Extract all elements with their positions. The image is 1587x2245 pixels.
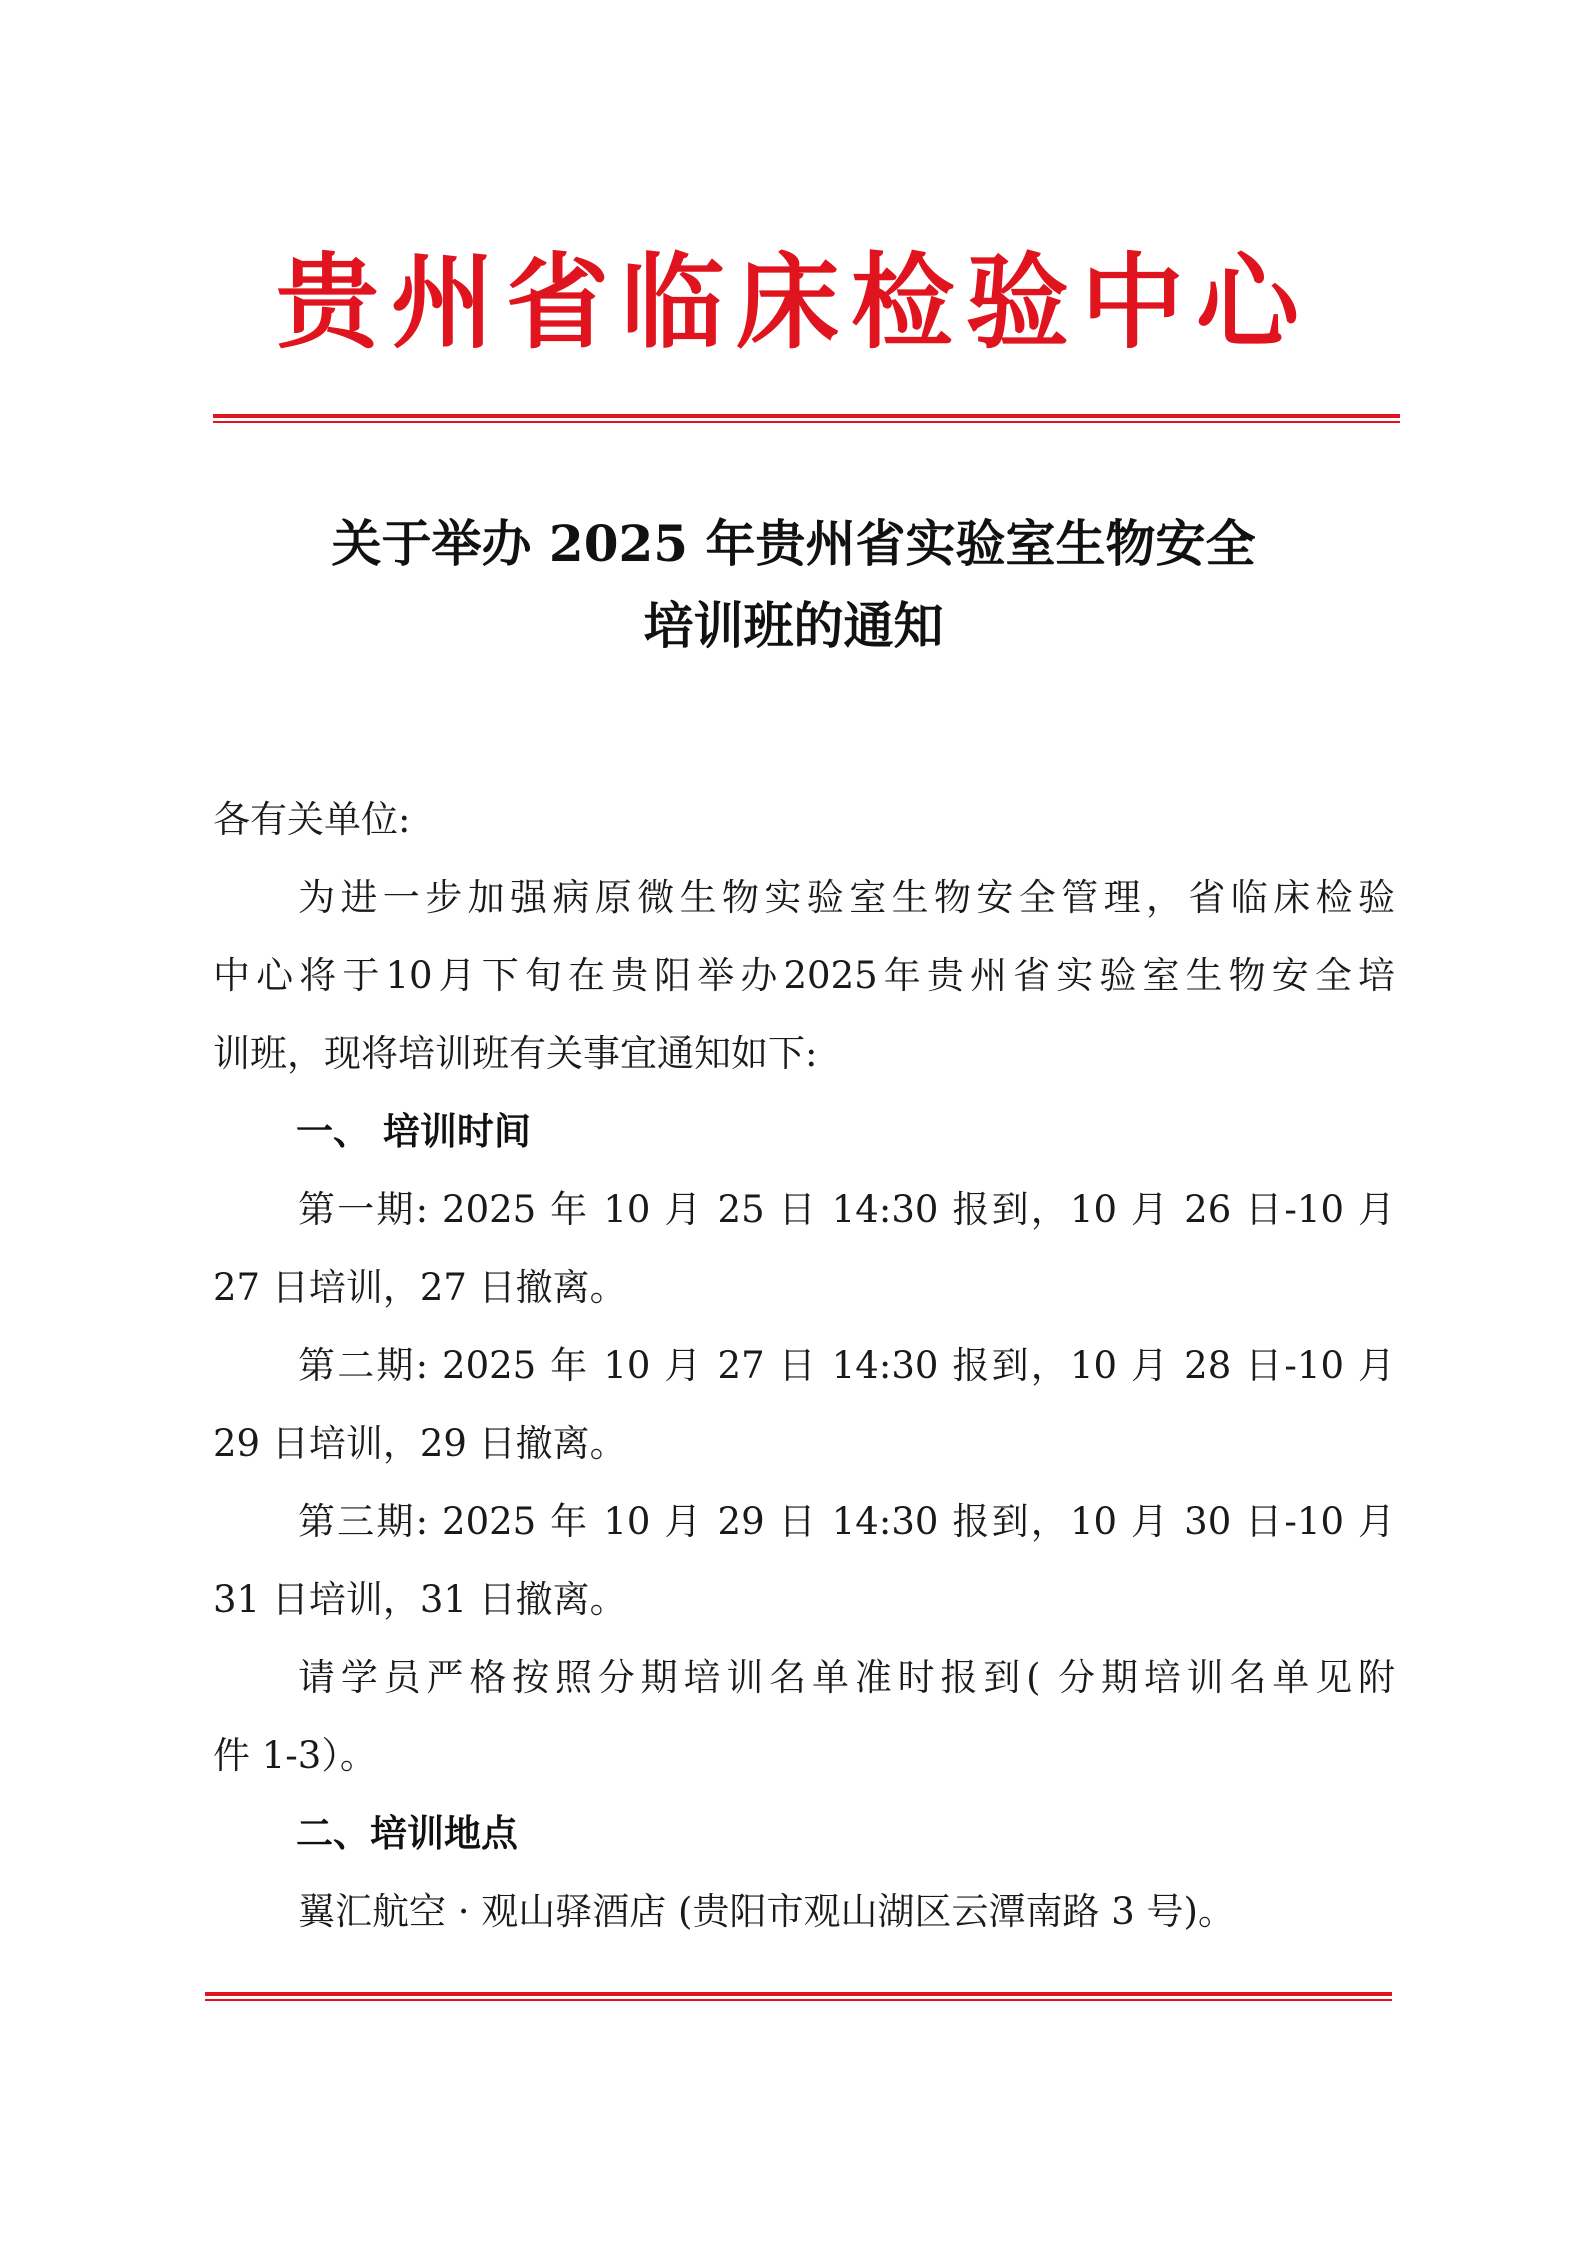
intro-paragraph-line-3: 训班，现将培训班有关事宜通知如下: xyxy=(213,1032,818,1075)
section-heading-training-venue: 二、培训地点 xyxy=(296,1812,518,1855)
session-1-line-1: 第一期: 2025 年 10 月 25 日 14:30 报到，10 月 26 日-10 月 xyxy=(298,1188,1395,1231)
reminder-line-1: 请学员严格按照分期培训名单准时报到( 分期培训名单见附 xyxy=(298,1656,1395,1699)
session-3-line-1: 第三期: 2025 年 10 月 29 日 14:30 报到，10 月 30 日-10 月 xyxy=(298,1500,1395,1543)
footer-divider-thin xyxy=(205,1999,1392,2001)
intro-paragraph-line-1: 为进一步加强病原微生物实验室生物安全管理，省临床检验 xyxy=(298,876,1395,919)
section-heading-training-time: 一、 培训时间 xyxy=(296,1110,531,1153)
letterhead-title: 贵州省临床检验中心 xyxy=(276,242,1311,363)
session-1-line-2: 27 日培训，27 日撤离。 xyxy=(213,1266,627,1309)
intro-paragraph-line-2: 中心将于10月下旬在贵阳举办2025年贵州省实验室生物安全培 xyxy=(213,954,1395,997)
footer-divider xyxy=(205,1992,1392,1996)
reminder-line-2: 件 1-3）。 xyxy=(213,1734,377,1777)
session-2-line-2: 29 日培训，29 日撤离。 xyxy=(213,1422,627,1465)
venue-line: 翼汇航空 · 观山驿酒店 (贵阳市观山湖区云潭南路 3 号)。 xyxy=(298,1890,1235,1933)
salutation: 各有关单位: xyxy=(213,798,411,841)
letterhead-divider-top xyxy=(213,414,1400,418)
session-2-line-1: 第二期: 2025 年 10 月 27 日 14:30 报到，10 月 28 日-10 月 xyxy=(298,1344,1395,1387)
letterhead-divider-top-thin xyxy=(213,421,1400,423)
notice-title-line-1: 关于举办 2025 年贵州省实验室生物安全 xyxy=(331,514,1256,573)
session-3-line-2: 31 日培训，31 日撤离。 xyxy=(213,1578,627,1621)
notice-title-line-2: 培训班的通知 xyxy=(643,596,944,655)
